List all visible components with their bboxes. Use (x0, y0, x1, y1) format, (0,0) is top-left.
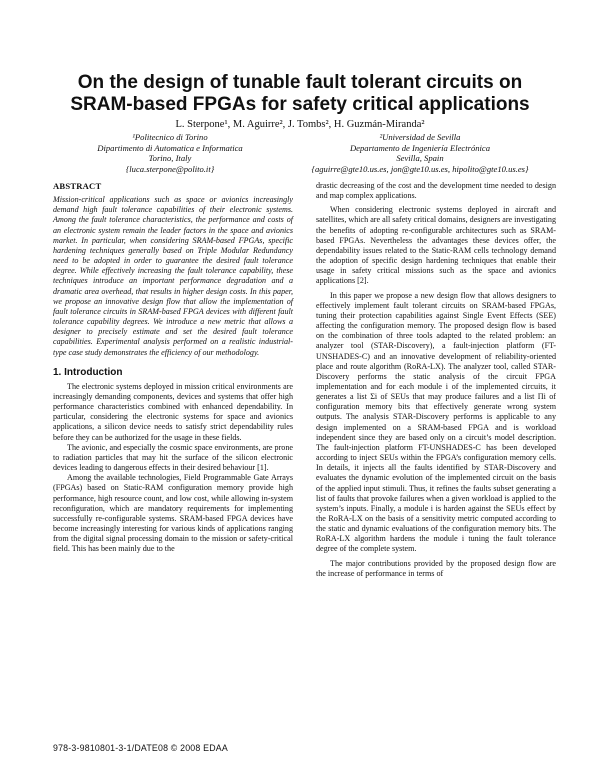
affiliation-department: Dipartimento di Automatica e Informatica (97, 142, 243, 153)
affiliation-torino (60, 132, 280, 174)
paper-title (40, 72, 560, 116)
right-paragraph-3: The major contributions provided by the proposed design flow are the increase of performance in terms of (316, 558, 556, 578)
abstract-text: Mission-critical applications such as space or avionics increasingly demand high fault tolerance capabilities of their electronic systems. Among the fault tolerance characteristics, the performance and costs of an electronic system remain the leader factors in the space and avionics market. In particular, when considering SRAM-based FPGAs, specific hardening techniques generally based on Triple Modular Redundancy need to be adopted in order to guarantee the desired fault tolerance degree. While effectively increasing the fault tolerance capability, these techniques introduce an important performance degradation and a dramatic area overhead, that results in higher design costs. In this paper, we propose an innovative design flow that allow the implementation of fault tolerance circuits in SRAM-based FPGA devices with different fault tolerance capability degrees. We introduce a new metric that allows a designer to precisely estimate and set the desired fault tolerance capabilities. Experimental analysis performed on a realistic industrial-type case study demonstrates the efficiency of our methodology. (53, 195, 293, 357)
author-list: L. Sterpone¹, M. Aguirre², J. Tombs², H. Guzmán-Miranda² (175, 119, 425, 130)
affiliation-city: Sevilla, Spain (396, 153, 444, 164)
affiliation-institution: ²Universidad de Sevilla (379, 132, 461, 142)
section-heading-introduction: 1. Introduction (53, 366, 123, 378)
affiliation-department: Departamento de Ingeniería Electrónica (349, 142, 491, 153)
intro-paragraph-3: Among the available technologies, Field Programmable Gate Arrays (FPGAs) based on Static-RAM configuration memory provide high performance, high resource count, and low cost, while allowing in-system reconfiguration, which are mandatory requirements for implementing successfully re-configurable systems. SRAM-based FPGA devices have become increasingly interesting for various kinds of applications ranging from the digital signal processing domain to the mission or safety-critical field. This has been mainly due to the (53, 473, 293, 554)
affiliation-email: {luca.sterpone@polito.it} (125, 163, 215, 174)
affiliation-sevilla (290, 132, 550, 174)
intro-paragraph-1: The electronic systems deployed in mission critical environments are increasingly demanding components, devices and systems that offer high performance characteristics combined with enhanced dependability. In particular, considering the electronic systems for space and avionics applications, a silicon device needs to satisfy strict dependability rules before they can be authorized for the usage in these fields. (53, 381, 293, 442)
right-paragraph-continuation: drastic decreasing of the cost and the development time needed to design and map complex applications. (316, 181, 556, 201)
right-column (316, 181, 556, 579)
copyright-footer: 978-3-9810801-3-1/DATE08 © 2008 EDAA (53, 743, 228, 753)
title-line-1: On the design of tunable fault tolerant circuits on (77, 72, 523, 93)
abstract-heading: ABSTRACT (53, 181, 102, 191)
title-line-2: SRAM-based FPGAs for safety critical applications (70, 94, 530, 115)
right-paragraph-2: In this paper we propose a new design flow that allows designers to effectively implement fault tolerant circuits on SRAM-based FPGAs, tuning their protection capabilities against Single Event Effects (SEE) affecting the configuration memory. The proposed design flow is based on the combination of three tools adapted to the related problem: an analyzer tool (STAR-Discovery), a fault-injection platform (FT-UNSHADES-C) and an innovative development of reliability-oriented place and route algorithm (RoRA-LX). The analyzer tool, called STAR-Discovery performs the static analysis of the circuit FPGA implementation and for each module i of the implemented circuits, it generates a list Σi of SEUs that may produce failures and a list Πi of configuration memory bits that effectively generate wrong system outputs. The analysis STAR-Discovery performs is applicable to any design implemented on a SRAM-based FPGA and is workload independent since they are based only on a circuit’s model description. The fault-injection platform FT-UNSHADES-C has been developed according to inject SEUs within the FPGA’s configuration memory cells. In details, it injects all the faults identified by STAR-Discovery and evaluates the dynamic evolution of the implemented circuit on the basis of the applied input stimuli. Thus, it refines the faults subset generating a list of faults that provoke failures when a given workload is applied to the system’s inputs. Finally, a module i is harden against the SEUs effect by the RoRA-LX on the basis of a sensitivity metric computed according to the static and dynamic evaluations of the configuration memory bits. The RoRA-LX algorithm hardens the module i tuning the fault tolerance degree of the complete system. (316, 290, 556, 554)
intro-paragraph-2: The avionic, and especially the cosmic space environments, are prone to radiation particles that may hit the surface of the silicon electronic devices leading to dangerous effects in their desired behaviour [1]. (53, 442, 293, 473)
affiliation-city: Torino, Italy (148, 153, 192, 164)
affiliation-institution: ¹Politecnico di Torino (132, 132, 208, 142)
right-paragraph-1: When considering electronic systems deployed in aircraft and satellites, which are all safety critical domains, designers are investigating the benefits of adopting re-configurable architectures such as SRAM-based FPGAs. Nevertheless the advantages these devices offer, the dependability issues related to the Static-RAM cells technology demand the adoption of specific design hardening techniques that enable their usage in safety critical missions such as the space and avionics applications [2]. (316, 205, 556, 286)
affiliation-email: {aguirre@gte10.us.es, jon@gte10.us.es, hipolito@gte10.us.es} (311, 163, 529, 174)
left-column (53, 181, 293, 554)
